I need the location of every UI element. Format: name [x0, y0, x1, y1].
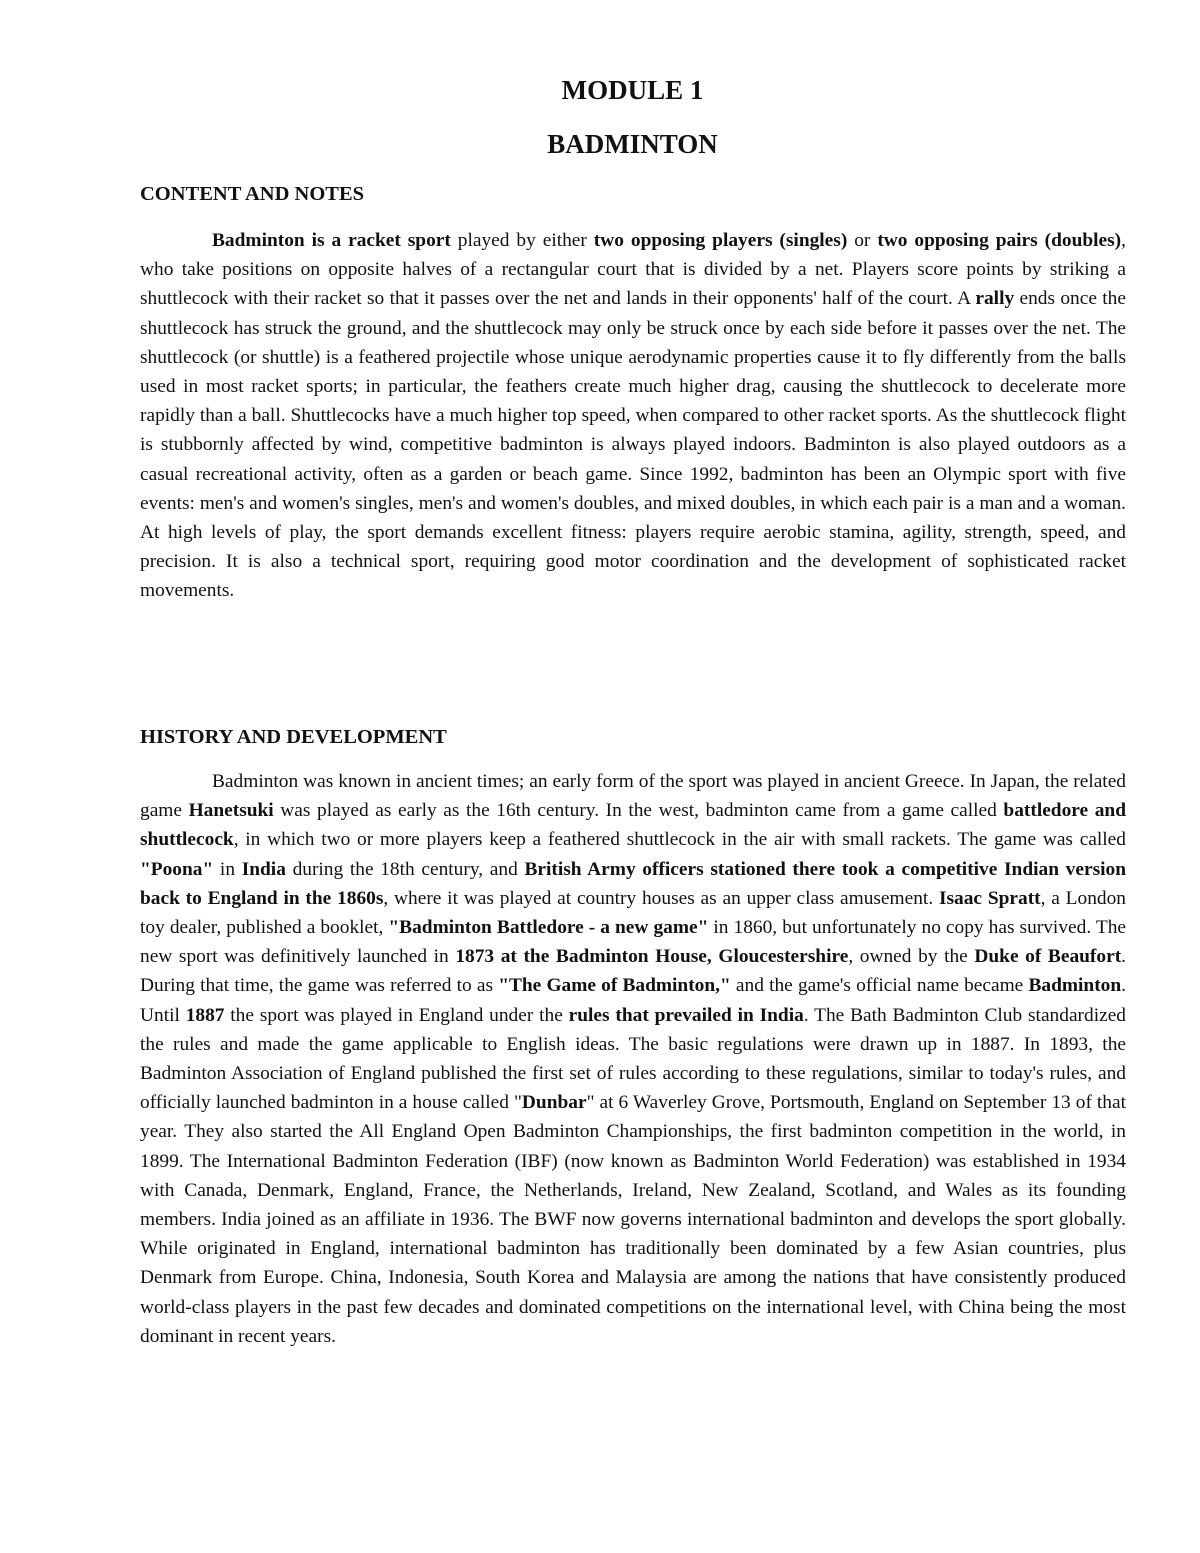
- bold-text-run: Badminton is a racket sport: [212, 230, 451, 251]
- text-run: during the 18th century, and: [285, 858, 525, 880]
- bold-text-run: 1873 at the Badminton House, Gloucestershire: [455, 946, 849, 968]
- bold-text-run: rules that prevailed in India: [568, 1004, 804, 1026]
- bold-text-run: Badminton: [1028, 975, 1122, 997]
- content-notes-paragraph: [140, 226, 1126, 606]
- text-run: , who take positions on opposite halves of a rectangular court that is divided by a net. Players score points by striking a shuttlecock with their racket so that it passes over the net and lands in their opponents' half of the court. A: [140, 230, 1127, 310]
- text-run: the sport was played in England under the: [224, 1004, 569, 1026]
- bold-text-run: Isaac Spratt: [938, 887, 1041, 909]
- sport-title: BADMINTON: [547, 129, 718, 159]
- bold-text-run: Dunbar: [521, 1092, 587, 1114]
- text-run: . Until: [140, 975, 1126, 1026]
- module-title: MODULE 1: [561, 75, 704, 105]
- text-run: , owned by the: [848, 946, 975, 968]
- bold-text-run: two opposing pairs (doubles): [877, 230, 1122, 251]
- text-run: or: [847, 230, 878, 251]
- text-run: , a London toy dealer, published a booklet,: [140, 887, 1126, 939]
- bold-text-run: "The Game of Badminton,": [498, 975, 731, 997]
- bold-text-run: battledore and shuttlecock: [140, 800, 1126, 851]
- text-run: , where it was played at country houses as an upper class amusement.: [383, 887, 939, 909]
- section-heading-content-notes: CONTENT AND NOTES: [140, 183, 365, 205]
- bold-text-run: Hanetsuki: [188, 800, 274, 822]
- text-run: was played as early as the 16th century. In the west, badminton came from a game called: [273, 800, 1004, 822]
- text-run: played by either: [450, 230, 594, 251]
- section-heading-history: HISTORY AND DEVELOPMENT: [140, 726, 447, 748]
- history-paragraph: [140, 767, 1126, 1351]
- bold-text-run: British Army officers stationed there took a competitive Indian version back to England in the 1860s: [140, 858, 1126, 909]
- text-run: . The Bath Badminton Club standardized the rules and made the game applicable to English ideas. The basic regulations were drawn up in 1887. In 1893, the Badminton Association of England published the first set of rules according to these regulations, similar to today's rules, and officially launched badminton in a house called ": [140, 1004, 1126, 1114]
- text-run: , in which two or more players keep a feathered shuttlecock in the air with small rackets. The game was called: [233, 829, 1126, 851]
- text-run: in: [213, 858, 242, 880]
- text-run: . During that time, the game was referred to as: [140, 946, 1127, 997]
- bold-text-run: two opposing players (singles): [593, 230, 848, 251]
- text-run: " at 6 Waverley Grove, Portsmouth, England on September 13 of that year. They also started the All England Open Badminton Championships, the first badminton competition in the world, in 1899. The International Badminton Federation (IBF) (now known as Badminton World Federation) was established in 1934 with Canada, Denmark, England, France, the Netherlands, Ireland, New Zealand, Scotland, and Wales as its founding members. India joined as an affiliate in 1936. The BWF now governs international badminton and develops the sport globally. While originated in England, international badminton has traditionally been dominated by a few Asian countries, plus Denmark from Europe. China, Indonesia, South Korea and Malaysia are among the nations that have consistently produced world-class players in the past few decades and dominated competitions on the international level, with China being the most dominant in recent years.: [140, 1092, 1126, 1347]
- text-run: ends once the shuttlecock has struck the ground, and the shuttlecock may only be struck once by each side before it passes over the net. The shuttlecock (or shuttle) is a feathered projectile whose unique aerodynamic properties cause it to fly differently from the balls used in most racket sports; in particular, the feathers create much higher drag, causing the shuttlecock to decelerate more rapidly than a ball. Shuttlecocks have a much higher top speed, when compared to other racket sports. As the shuttlecock flight is stubbornly affected by wind, competitive badminton is always played indoors. Badminton is also played outdoors as a casual recreational activity, often as a garden or beach game. Since 1992, badminton has been an Olympic sport with five events: men's and women's singles, men's and women's doubles, and mixed doubles, in which each pair is a man and a woman. At high levels of play, the sport demands excellent fitness: players require aerobic stamina, agility, strength, speed, and precision. It is also a technical sport, requiring good motor coordination and the development of sophisticated racket movements.: [140, 288, 1126, 602]
- bold-text-run: "Badminton Battledore - a new game": [388, 917, 709, 939]
- text-run: in 1860, but unfortunately no copy has survived. The new sport was definitively launched in: [140, 917, 1126, 968]
- text-run: and the game's official name became: [730, 975, 1029, 997]
- bold-text-run: Duke of Beaufort: [974, 946, 1122, 968]
- bold-text-run: rally: [975, 288, 1015, 310]
- bold-text-run: "Poona": [140, 858, 214, 880]
- bold-text-run: India: [241, 858, 286, 880]
- text-run: Badminton was known in ancient times; an early form of the sport was played in ancient Greece. In Japan, the related game: [140, 771, 1126, 822]
- bold-text-run: 1887: [185, 1004, 225, 1026]
